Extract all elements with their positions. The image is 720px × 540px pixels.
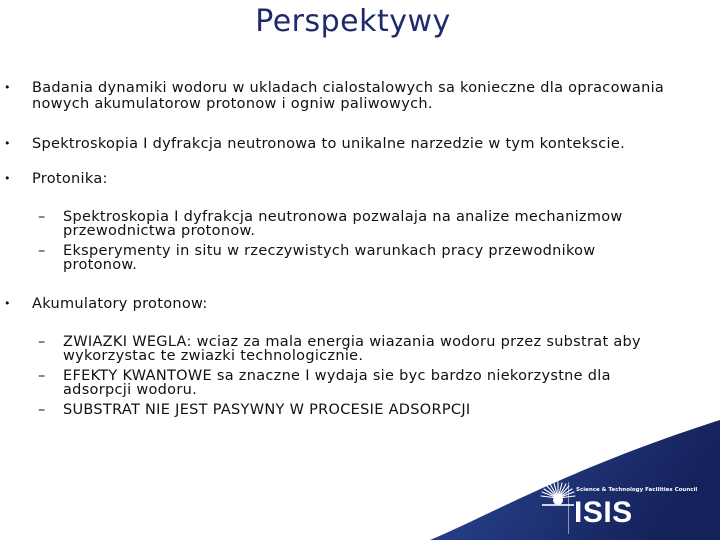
bullet-line: nowych akumulatorow protonow i ogniw paliwowych. — [32, 96, 433, 112]
sub-bullet-marker: – — [38, 334, 46, 350]
sub-bullet-text — [63, 210, 663, 238]
bullet-line: Badania dynamiki wodoru w ukladach cialostalowych sa konieczne dla opracowania — [32, 80, 665, 96]
sub-bullet-line: wykorzystac te zwiazki technologicznie. — [63, 348, 364, 364]
sub-bullet-marker: – — [38, 402, 46, 418]
bullet-marker: • — [4, 81, 11, 94]
sub-bullet-line: przewodnictwa protonow. — [63, 223, 256, 239]
bullet-text — [32, 80, 692, 112]
sub-bullet-line: ZWIAZKI WEGLA: wciaz za mala energia wiazania wodoru przez substrat aby — [63, 334, 641, 350]
sub-bullet-marker: – — [38, 368, 46, 384]
sub-bullet-line: Eksperymenty in situ w rzeczywistych warunkach pracy przewodnikow — [63, 243, 596, 259]
sub-bullet-marker: – — [38, 243, 46, 259]
bullet-text — [32, 296, 692, 312]
bullet-marker: • — [4, 172, 11, 185]
bullet-text — [32, 171, 692, 187]
sub-bullet-marker: – — [38, 209, 46, 225]
bullet-marker: • — [4, 137, 11, 150]
slide-title: Perspektywy — [255, 4, 451, 39]
sub-bullet-line: Spektroskopia I dyfrakcja neutronowa pozwalaja na analize mechanizmow — [63, 209, 623, 225]
bullet-marker: • — [4, 297, 11, 310]
sub-bullet-text — [63, 369, 663, 397]
bullet-line: Protonika: — [32, 171, 108, 187]
sub-bullet-line: protonow. — [63, 257, 138, 273]
bullet-text — [32, 136, 692, 152]
logo-organization: Science & Technology Facilities Council — [576, 487, 698, 493]
sub-bullet-text — [63, 335, 663, 363]
bullet-line: Akumulatory protonow: — [32, 296, 208, 312]
bullet-line: Spektroskopia I dyfrakcja neutronowa to unikalne narzedzie w tym kontekscie. — [32, 136, 625, 152]
sub-bullet-text — [63, 403, 663, 417]
sub-bullet-text — [63, 244, 663, 272]
sub-bullet-line: SUBSTRAT NIE JEST PASYWNY W PROCESIE ADSORPCJI — [63, 402, 471, 418]
sub-bullet-line: EFEKTY KWANTOWE sa znaczne I wydaja sie byc bardzo niekorzystne dla — [63, 368, 611, 384]
logo-name: ISIS — [574, 496, 633, 529]
sub-bullet-line: adsorpcji wodoru. — [63, 382, 197, 398]
